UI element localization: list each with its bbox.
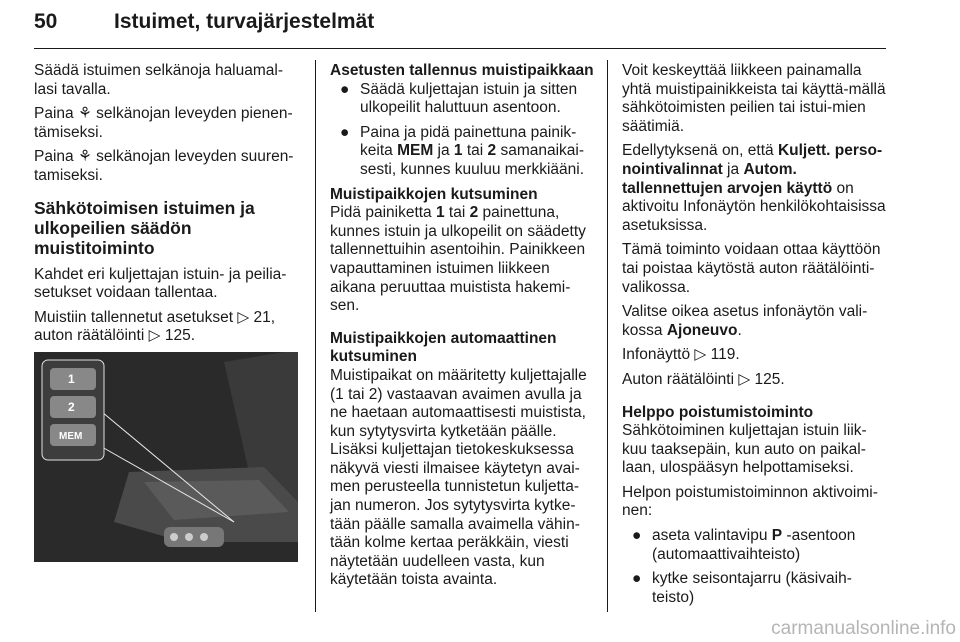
steps-list (330, 81, 598, 180)
memory-button-1-label: 1 (68, 371, 75, 386)
paragraph: Valitse oikea asetus infonäytön vali-kossa Ajoneuvo. (622, 303, 868, 339)
paragraph: Edellytyksenä on, että Kuljett. perso-nointivalinnat ja Autom. tallennettujen arvojen käyttö on aktivoitu Infonäytön henkilökohtaisissa asetuksissa. (622, 142, 886, 234)
subsection-heading: Muistipaikkojen automaattinen kutsuminen (330, 329, 557, 366)
cross-reference: Infonäyttö ▷ 119. (622, 346, 740, 364)
column-3 (622, 62, 888, 613)
paragraph: Sähkötoiminen kuljettajan istuin liik-kuu taaksepäin, kun auto on paikal-laan, ulospääsyn helpottamiseksi. (622, 422, 867, 477)
paragraph: Kahdet eri kuljettajan istuin- ja peilia-setukset voidaan tallentaa. (34, 265, 287, 302)
list-item: ● Paina ja pidä painettuna painik-keita MEM ja 1 tai 2 samanaikai-sesti, kunnes kuuluu merkkiääni. (340, 123, 585, 178)
list-item: ● kytke seisontajarru (käsivaih-teisto) (632, 570, 852, 606)
subsection-heading: Asetusten tallennus muistipaikkaan (330, 62, 594, 79)
paragraph: Paina ⚘ selkänojan leveyden pienen-tämiseksi. (34, 105, 293, 141)
bullet-icon: ● (632, 570, 642, 588)
column-divider-1 (315, 60, 316, 612)
paragraph: Voit keskeyttää liikkeen painamalla yhtä muistipainikkeista tai käyttä-mällä sähkötoimisten peilien tai istui-mien säätimiä. (622, 62, 886, 135)
paragraph: Muistipaikat on määritetty kuljettajalle (1 tai 2) vastaavan avaimen avulla ja ne haetaan automaattisesti muistista, kun sytytysvirta kytketään päälle. Lisäksi kuljettajan tietokeskuksessa näkyvä viesti ilmaisee käytetyn avai-men perusteella tunnistetun kuljetta-jan numeron. Jos sytytysvirta kytke-tään päälle samalla avaimella vähin-tään kolme kertaa peräkkäin, viesti näytetään uudelleen vasta, kun käytetään toista avainta. (330, 366, 587, 589)
bullet-icon: ● (340, 80, 350, 98)
paragraph: Muistiin tallennetut asetukset ▷ 21, auton räätälöinti ▷ 125. (34, 308, 276, 345)
column-1 (34, 62, 302, 562)
section-heading: Sähkötoimisen istuimen ja ulkopeilien säädön muistitoiminto (34, 197, 255, 258)
list-item: ● Säädä kuljettajan istuin ja sitten ulkopeilit haluttuun asentoon. (340, 80, 578, 117)
paragraph: Helpon poistumistoiminnon aktivoimi-nen: (622, 483, 878, 520)
column-divider-2 (607, 60, 608, 612)
page-number: 50 (34, 10, 58, 33)
subsection-heading: Muistipaikkojen kutsuminen (330, 185, 538, 203)
paragraph: Pidä painiketta 1 tai 2 painettuna, kunnes istuin ja ulkopeilit on säädetty tallennettuihin asentoihin. Painikkeen vapauttaminen istuimen liikkeen aikana peruuttaa muistista hakemi-sen. (330, 204, 586, 315)
seat-memory-figure (34, 352, 298, 562)
list-item: ● aseta valintavipu P -asentoon (automaattivaihteisto) (632, 527, 856, 563)
bullet-icon: ● (340, 123, 350, 141)
memory-button-2-label: 2 (68, 399, 75, 414)
paragraph: Säädä istuimen selkänoja haluamal-lasi tavalla. (34, 62, 284, 98)
paragraph: Tämä toiminto voidaan ottaa käyttöön tai poistaa käytöstä auton räätälöinti-valikossa. (622, 241, 881, 296)
mem-button-label: MEM (59, 430, 83, 442)
steps-list (622, 527, 888, 607)
bullet-icon: ● (632, 527, 642, 545)
cross-reference: Auton räätälöinti ▷ 125. (622, 370, 785, 388)
subsection-heading: Helppo poistumistoiminto (622, 403, 814, 421)
chapter-title: Istuimet, turvajärjestelmät (114, 10, 375, 33)
column-2 (330, 62, 598, 596)
page-header (34, 4, 886, 49)
paragraph: Paina ⚘ selkänojan leveyden suuren-tamiseksi. (34, 148, 294, 184)
watermark: carmanualsonline.info (771, 618, 956, 639)
